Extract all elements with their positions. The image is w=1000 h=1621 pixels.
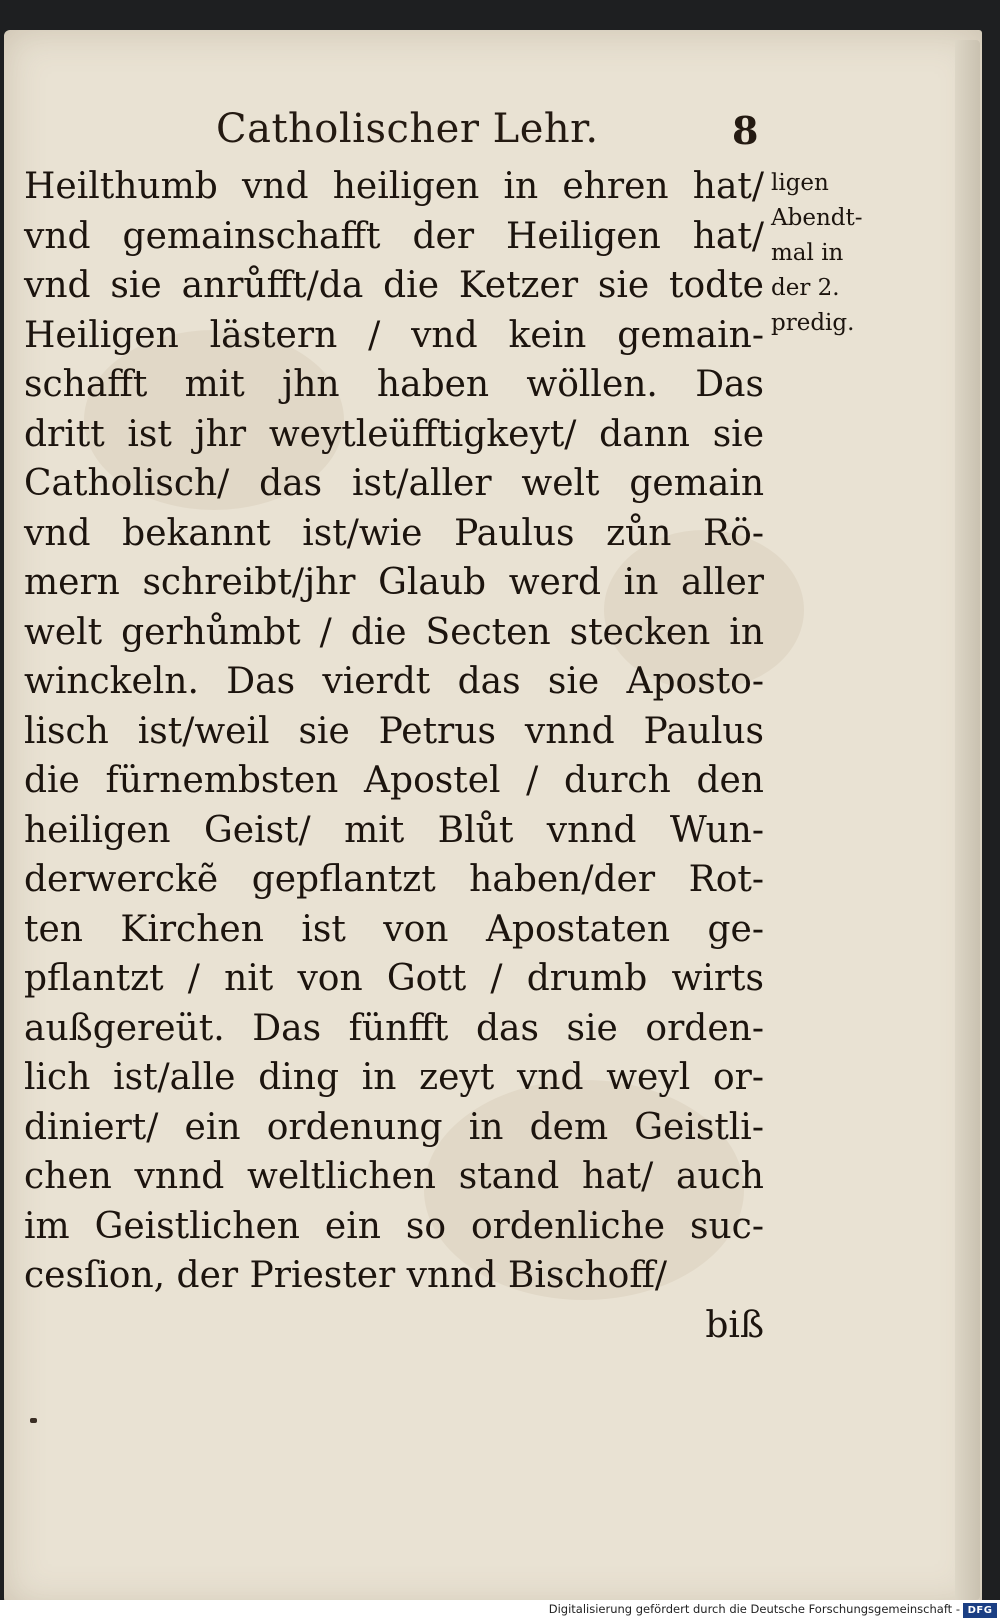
marginal-line: Abendt- bbox=[771, 205, 863, 231]
folio-number: 8 bbox=[732, 108, 759, 153]
dfg-logo-icon: DFG bbox=[963, 1603, 997, 1618]
text-line: Catholisch/ das ist/aller welt gemain bbox=[24, 463, 764, 504]
running-title: Catholischer Lehr. bbox=[216, 106, 599, 152]
text-line: die fürnembsten Apostel / durch den bbox=[24, 760, 764, 801]
marginal-line: predig. bbox=[771, 310, 855, 336]
text-line: außgereüt. Das fünfft das sie orden- bbox=[24, 1007, 764, 1049]
marginal-line: der 2. bbox=[771, 275, 840, 301]
text-line: vnd gemainschafft der Heiligen hat/ bbox=[24, 215, 764, 257]
text-line: heiligen Geist/ mit Blůt vnnd Wun- bbox=[24, 809, 764, 851]
catchword: biß bbox=[705, 1304, 764, 1346]
page-edge bbox=[955, 40, 980, 1600]
text-line: mern schreibt/jhr Glaub werd in aller bbox=[24, 562, 764, 603]
text-line: vnd bekannt ist/wie Paulus zůn Rö- bbox=[24, 512, 764, 554]
marginal-note bbox=[771, 166, 891, 341]
text-line: dritt ist jhr weytleüfftigkeyt/ dann sie bbox=[24, 413, 764, 455]
text-line: lisch ist/weil sie Petrus vnnd Paulus bbox=[24, 710, 764, 752]
funding-credit: Digitalisierung gefördert durch die Deutsche Forschungsgemeinschaft - bbox=[548, 1602, 960, 1616]
text-line: schafft mit jhn haben wöllen. Das bbox=[24, 364, 764, 405]
text-line: winckeln. Das vierdt das sie Aposto- bbox=[24, 661, 764, 702]
text-line: Heilthumb vnd heiligen in ehren hat/ bbox=[24, 166, 764, 207]
text-line: chen vnnd weltlichen stand hat/ auch bbox=[24, 1156, 764, 1197]
text-line: vnd sie anrůfft/da die Ketzer sie todte bbox=[24, 265, 764, 306]
main-text-block bbox=[24, 162, 764, 1350]
text-line: cesſion, der Priester vnnd Bischoff/ bbox=[24, 1255, 668, 1296]
marginal-line: ligen bbox=[771, 170, 829, 196]
text-line: pflantzt / nit von Gott / drumb wirts bbox=[24, 958, 764, 999]
text-line: welt gerhůmbt / die Secten stecken in bbox=[24, 611, 764, 653]
ink-mark bbox=[30, 1418, 37, 1423]
page-header bbox=[0, 106, 1000, 166]
text-line: im Geistlichen ein so ordenliche suc- bbox=[24, 1205, 764, 1247]
digitization-footer bbox=[0, 1600, 1000, 1621]
text-line: derwerckẽ gepflantzt haben/der Rot- bbox=[24, 859, 764, 900]
text-line: diniert/ ein ordenung in dem Geistli- bbox=[24, 1106, 764, 1148]
marginal-line: mal in bbox=[771, 240, 844, 266]
text-line: Heiligen lästern / vnd kein gemain- bbox=[24, 314, 764, 356]
text-line: ten Kirchen ist von Apostaten ge- bbox=[24, 908, 764, 950]
text-line: lich ist/alle ding in zeyt vnd weyl or- bbox=[24, 1057, 764, 1098]
